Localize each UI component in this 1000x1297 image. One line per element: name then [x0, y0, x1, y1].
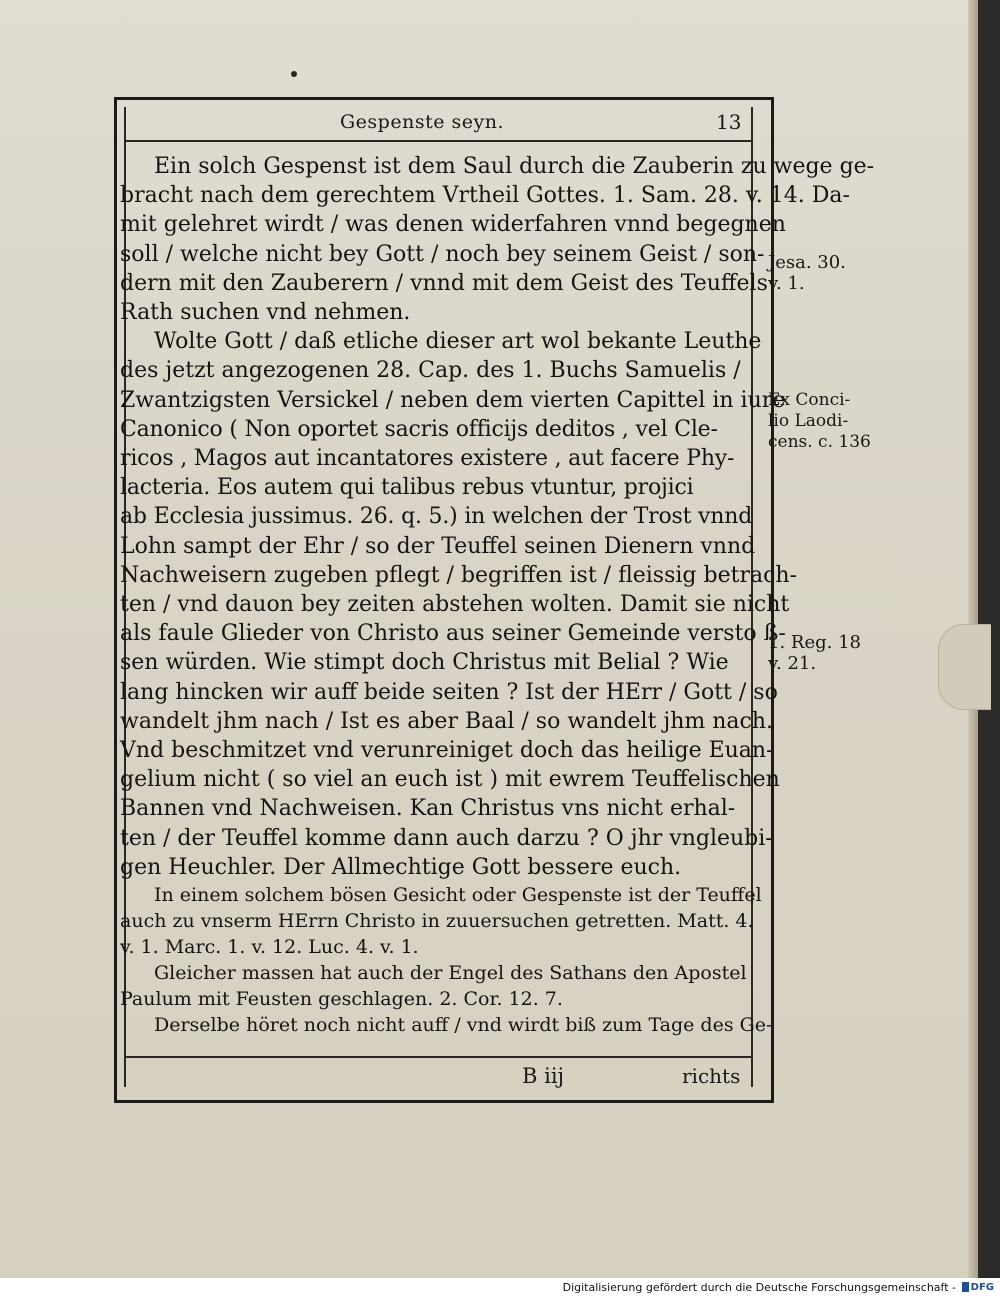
text-line: sen würden. Wie stimpt doch Christus mit Belial ? Wie — [120, 650, 729, 676]
margin-note-line: v. 21. — [768, 653, 817, 674]
text-line: auch zu vnserm HErrn Christo in zuuersuchen getretten. Matt. 4. — [120, 910, 754, 933]
margin-note-concilio — [768, 390, 871, 453]
text-line: Wolte Gott / daß etliche dieser art wol bekante Leuthe — [154, 329, 762, 355]
text-line: dern mit den Zauberern / vnnd mit dem Geist des Teuffels — [120, 270, 768, 296]
text-line: bracht nach dem gerechtem Vrtheil Gottes. 1. Sam. 28. v. 14. Da- — [120, 183, 850, 209]
header-rule — [124, 140, 752, 142]
text-line: Canonico ( Non oportet sacris officijs deditos , vel Cle- — [120, 416, 718, 442]
margin-note-line: 1. Reg. 18 — [768, 632, 861, 653]
text-line: lang hincken wir auff beide seiten ? Ist der HErr / Gott / so — [120, 679, 778, 705]
margin-note-line: v. 1. — [768, 273, 805, 294]
text-line: Paulum mit Feusten geschlagen. 2. Cor. 12. 7. — [120, 988, 563, 1011]
text-line: soll / welche nicht bey Gott / noch bey seinem Geist / son- — [120, 241, 765, 267]
text-line: ten / vnd dauon bey zeiten abstehen wolten. Damit sie nicht — [120, 592, 790, 618]
ink-spot — [291, 71, 297, 77]
text-line: Vnd beschmitzet vnd verunreiniget doch das heilige Euan- — [120, 738, 774, 764]
text-line: wandelt jhm nach / Ist es aber Baal / so wandelt jhm nach. — [120, 708, 774, 734]
text-line: Ein solch Gespenst ist dem Saul durch die Zauberin zu wege ge- — [154, 154, 875, 179]
dfg-logo-text: DFG — [970, 1281, 994, 1293]
text-line: Rath suchen vnd nehmen. — [120, 300, 411, 326]
margin-note-line: Jesa. 30. — [768, 252, 846, 273]
text-line: Gleicher massen hat auch der Engel des Sathans den Apostel — [154, 962, 747, 985]
signature-mark: B iij — [522, 1064, 565, 1088]
text-line: gelium nicht ( so viel an euch ist ) mit ewrem Teuffelischen — [120, 767, 780, 793]
margin-note-line: lio Laodi- — [768, 411, 849, 431]
dfg-logo — [962, 1280, 994, 1294]
text-line: Lohn sampt der Ehr / so der Teuffel seinen Dienern vnnd — [120, 533, 756, 559]
text-line: ricos , Magos aut incantatores existere , aut facere Phy- — [120, 446, 735, 472]
text-line: gen Heuchler. Der Allmechtige Gott bessere euch. — [120, 854, 682, 880]
text-line: ten / der Teuffel komme dann auch darzu ? O jhr vngleubi- — [120, 825, 773, 851]
text-line: lacteria. Eos autem qui talibus rebus vtuntur, projici — [120, 475, 694, 501]
text-line: ab Ecclesia jussimus. 26. q. 5.) in welchen der Trost vnnd — [120, 504, 753, 530]
catchword: richts — [682, 1064, 741, 1088]
text-line: Nachweisern zugeben pflegt / begriffen ist / fleissig betrach- — [120, 562, 797, 588]
text-line: Zwantzigsten Versickel / neben dem vierten Capittel in iure — [120, 387, 786, 413]
text-line: Derselbe höret noch nicht auff / vnd wirdt biß zum Tage des Ge- — [154, 1014, 773, 1037]
margin-note-line: Ex Conci- — [768, 390, 851, 410]
text-line: des jetzt angezogenen 28. Cap. des 1. Buchs Samuelis / — [120, 358, 741, 384]
margin-note-line: cens. c. 136 — [768, 432, 871, 452]
text-line: v. 1. Marc. 1. v. 12. Luc. 4. v. 1. — [120, 936, 419, 959]
text-line: In einem solchem bösen Gesicht oder Gespenste ist der Teuffel — [154, 884, 762, 907]
text-line: Bannen vnd Nachweisen. Kan Christus vns nicht erhal- — [120, 796, 736, 822]
funding-credit: Digitalisierung gefördert durch die Deutsche Forschungsgemeinschaft - — [562, 1281, 956, 1294]
text-line: mit gelehret wirdt / was denen widerfahren vnnd begegnen — [120, 212, 786, 238]
text-line: als faule Glieder von Christo aus seiner Gemeinde versto ß- — [120, 621, 786, 647]
footer-rule — [124, 1056, 752, 1058]
page-number: 13 — [716, 110, 742, 134]
running-title: Gespenste seyn. — [340, 111, 504, 133]
margin-note-jesaia — [768, 252, 846, 294]
page-tab — [938, 624, 991, 710]
margin-note-reg — [768, 632, 861, 674]
dfg-logo-mark — [962, 1282, 969, 1292]
